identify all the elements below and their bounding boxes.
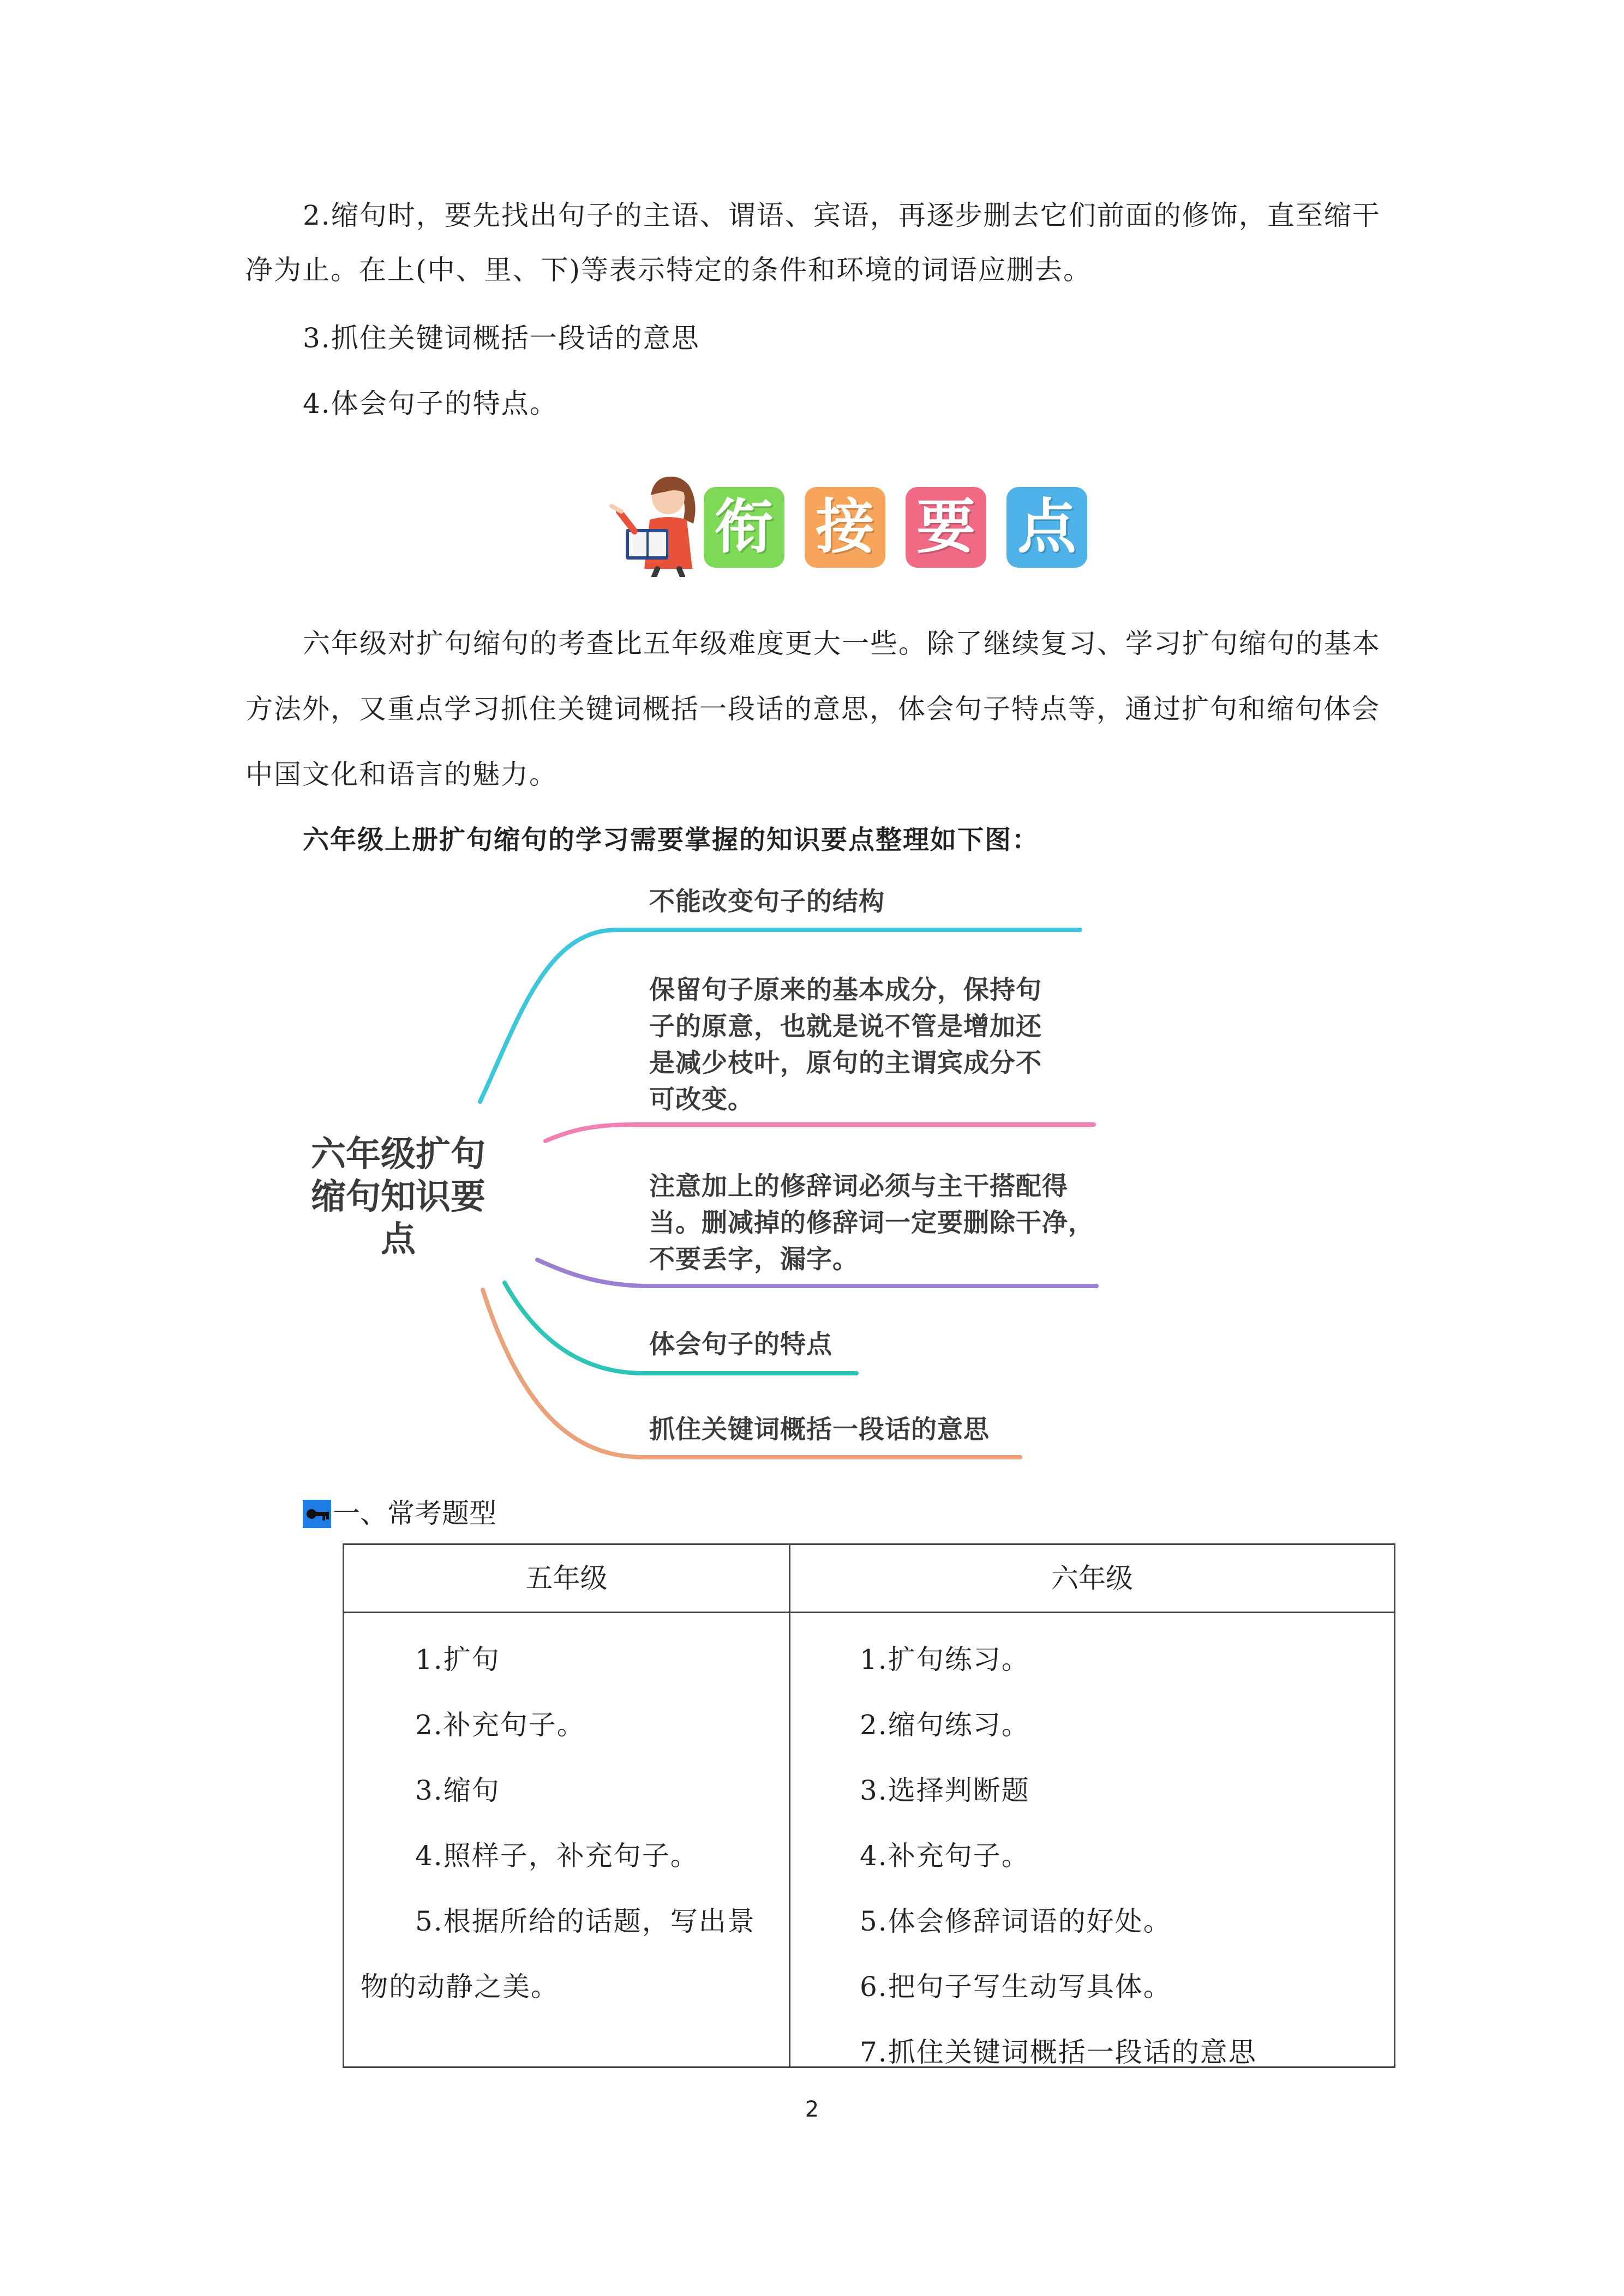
branch-connector-2	[546, 1125, 1094, 1141]
center-line-2: 缩句知识要	[311, 1177, 486, 1217]
table-cell-row: 4.照样子，补充句子。	[415, 1840, 699, 1872]
banner-tile-4: 点	[1006, 487, 1087, 568]
table-cell-row: 物的动静之美。	[361, 1971, 559, 2003]
page-number: 2	[805, 2097, 819, 2122]
intro-line-2: 方法外，又重点学习抓住关键词概括一段话的意思，体会句子特点等，通过扩句和缩句体会	[245, 693, 1380, 725]
table-cell-row: 1.扩句	[415, 1644, 500, 1675]
intro-line-3: 中国文化和语言的魅力。	[245, 759, 558, 790]
banner-tile-3: 要	[906, 487, 986, 568]
branch-2-line-2: 子的原意，也就是说不管是增加还	[649, 1012, 1042, 1042]
table-column-grade-5	[361, 1627, 781, 2019]
mindmap-branch-5	[649, 1411, 990, 1448]
table-cell-row: 3.选择判断题	[860, 1775, 1030, 1806]
table-header-grade-5: 五年级	[525, 1562, 608, 1594]
mindmap-branch-4	[649, 1326, 832, 1363]
question-types-table	[343, 1543, 1395, 2068]
table-cell-row: 5.体会修辞词语的好处。	[860, 1906, 1172, 1937]
center-line-3: 点	[381, 1219, 416, 1260]
table-column-grade-6	[860, 1627, 1383, 2085]
paragraph-2-line-1: 2.缩句时，要先找出句子的主语、谓语、宾语，再逐步删去它们前面的修饰，直至缩干	[303, 200, 1381, 231]
center-line-1: 六年级扩句	[311, 1134, 486, 1175]
key-icon	[303, 1500, 331, 1528]
branch-4-line-1: 体会句子的特点	[649, 1330, 832, 1360]
paragraph-3: 3.抓住关键词概括一段话的意思	[303, 322, 700, 354]
table-cell-row: 1.扩句练习。	[860, 1644, 1030, 1675]
table-column-divider	[789, 1545, 790, 2066]
table-cell-row: 2.缩句练习。	[860, 1709, 1030, 1741]
table-cell-row: 2.补充句子。	[415, 1709, 585, 1741]
table-cell-row: 4.补充句子。	[860, 1840, 1030, 1872]
branch-5-line-1: 抓住关键词概括一段话的意思	[649, 1415, 990, 1445]
section-title: 一、常考题型	[333, 1498, 496, 1529]
table-header-divider	[344, 1612, 1394, 1613]
mindmap-center-node	[305, 1133, 491, 1261]
table-cell-row: 6.把句子写生动写具体。	[860, 1971, 1172, 2003]
paragraph-2-line-2: 净为止。在上(中、里、下)等表示特定的条件和环境的词语应删去。	[245, 254, 1092, 286]
table-cell-row: 3.缩句	[415, 1775, 500, 1806]
mindmap-branch-3	[649, 1168, 1094, 1278]
banner-tile-2: 接	[805, 487, 885, 568]
mindmap-lead: 六年级上册扩句缩句的学习需要掌握的知识要点整理如下图：	[303, 825, 1040, 855]
mindmap-branch-1	[649, 883, 885, 920]
branch-3-line-2: 当。删减掉的修辞词一定要删除干净，	[649, 1208, 1094, 1238]
branch-3-line-1: 注意加上的修辞词必须与主干搭配得	[649, 1171, 1068, 1201]
branch-1-line-1: 不能改变句子的结构	[649, 887, 885, 917]
paragraph-4: 4.体会句子的特点。	[303, 388, 558, 419]
branch-2-line-3: 是减少枝叶，原句的主谓宾成分不	[649, 1048, 1042, 1078]
table-cell-row: 7.抓住关键词概括一段话的意思	[860, 2036, 1257, 2068]
branch-2-line-1: 保留句子原来的基本成分，保持句	[649, 975, 1042, 1005]
intro-line-1: 六年级对扩句缩句的考查比五年级难度更大一些。除了继续复习、学习扩句缩句的基本	[303, 628, 1381, 659]
mindmap-branch-2	[649, 972, 1042, 1118]
table-cell-row: 5.根据所给的话题，写出景	[415, 1906, 756, 1937]
branch-2-line-4: 可改变。	[649, 1085, 754, 1115]
banner-tile-1: 衔	[704, 487, 784, 568]
table-header-grade-6: 六年级	[1051, 1562, 1133, 1594]
branch-3-line-3: 不要丢字，漏字。	[649, 1245, 859, 1275]
